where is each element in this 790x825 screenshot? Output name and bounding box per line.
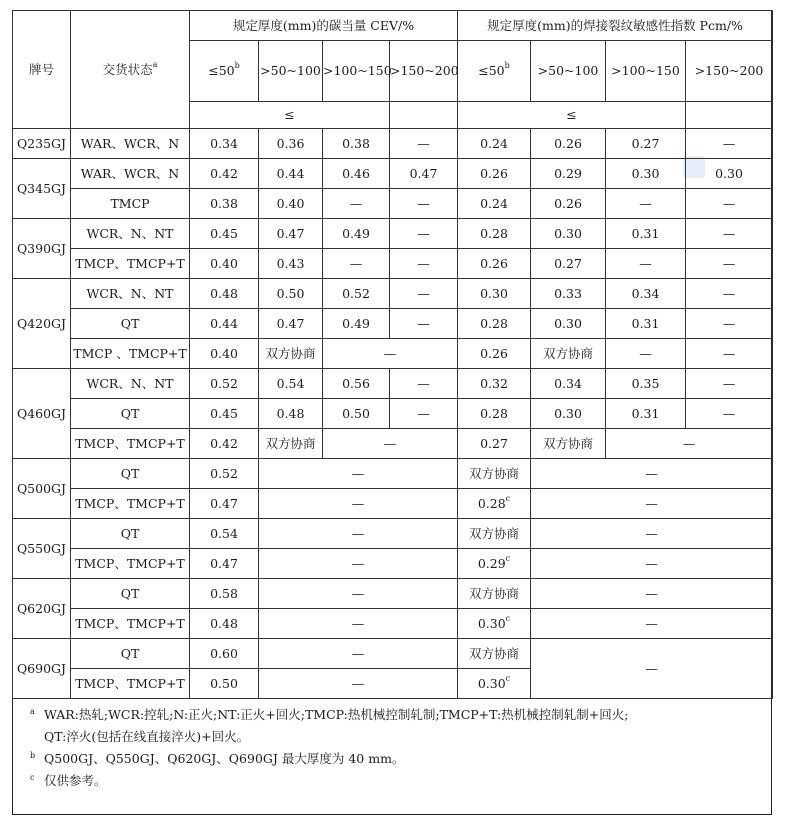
value-cell: 0.52 bbox=[190, 459, 259, 489]
value-cell: 0.24 bbox=[458, 129, 531, 159]
table-row bbox=[13, 129, 773, 159]
value-cell: 双方协商 bbox=[531, 429, 606, 459]
value-cell: 0.31 bbox=[606, 399, 686, 429]
value-cell: — bbox=[606, 339, 686, 369]
state-cell: WCR、N、NT bbox=[71, 219, 190, 249]
value-cell: 0.48 bbox=[190, 609, 259, 639]
header-delivery-state: 交货状态$^a$ bbox=[71, 11, 190, 129]
state-cell: QT bbox=[71, 579, 190, 609]
value-cell: 0.31 bbox=[606, 309, 686, 339]
state-cell: WAR、WCR、N bbox=[71, 129, 190, 159]
value-cell: 0.27 bbox=[458, 429, 531, 459]
value-cell: — bbox=[686, 309, 773, 339]
value-cell: 0.34 bbox=[190, 129, 259, 159]
value-cell: 双方协商 bbox=[259, 339, 323, 369]
value-cell: 0.44 bbox=[259, 159, 323, 189]
value-cell: 0.28 bbox=[458, 219, 531, 249]
value-cell: — bbox=[259, 489, 458, 519]
value-cell: 0.30 bbox=[686, 159, 773, 189]
header-cev-col-3: >100~150 bbox=[323, 41, 390, 102]
value-cell: 0.29$^c$ bbox=[458, 549, 531, 579]
table-row bbox=[13, 219, 773, 249]
footnote-b: b Q500GJ、Q550GJ、Q620GJ、Q690GJ 最大厚度为 40 mm。 bbox=[30, 751, 405, 766]
value-cell: 0.42 bbox=[190, 429, 259, 459]
state-cell: TMCP、TMCP+T bbox=[71, 609, 190, 639]
value-cell: 0.45 bbox=[190, 219, 259, 249]
table-row bbox=[13, 369, 773, 399]
table-row bbox=[13, 339, 773, 369]
value-cell: 0.26 bbox=[458, 159, 531, 189]
value-cell: — bbox=[259, 609, 458, 639]
value-cell: 0.30 bbox=[531, 309, 606, 339]
table-row bbox=[13, 189, 773, 219]
table-row bbox=[13, 639, 773, 669]
value-cell: 双方协商 bbox=[458, 579, 531, 609]
grade-cell: Q390GJ bbox=[13, 219, 71, 279]
value-cell: 0.48 bbox=[259, 399, 323, 429]
table-row bbox=[13, 489, 773, 519]
value-cell: 0.40 bbox=[190, 249, 259, 279]
value-cell: — bbox=[686, 219, 773, 249]
value-cell: — bbox=[390, 249, 458, 279]
grade-cell: Q550GJ bbox=[13, 519, 71, 579]
value-cell: 0.35 bbox=[606, 369, 686, 399]
value-cell: 0.29 bbox=[531, 159, 606, 189]
header-cev-col-1: $\le 50^b$ bbox=[190, 41, 259, 102]
value-cell: — bbox=[390, 399, 458, 429]
value-cell: 0.26 bbox=[531, 129, 606, 159]
grade-cell: Q460GJ bbox=[13, 369, 71, 459]
value-cell: — bbox=[323, 189, 390, 219]
header-pcm-group: 规定厚度(mm)的焊接裂纹敏感性指数 Pcm/% bbox=[458, 11, 773, 41]
value-cell: 0.28 bbox=[458, 309, 531, 339]
value-cell: 0.52 bbox=[190, 369, 259, 399]
state-cell: WCR、N、NT bbox=[71, 369, 190, 399]
header-cev-le: ≤ bbox=[190, 102, 390, 129]
value-cell: 0.26 bbox=[458, 339, 531, 369]
value-cell: 0.26 bbox=[531, 189, 606, 219]
value-cell: 0.30 bbox=[606, 159, 686, 189]
value-cell: 0.46 bbox=[323, 159, 390, 189]
table-row bbox=[13, 249, 773, 279]
state-cell: QT bbox=[71, 639, 190, 669]
value-cell: 0.40 bbox=[190, 339, 259, 369]
value-cell: 0.30 bbox=[458, 279, 531, 309]
value-cell: 双方协商 bbox=[458, 639, 531, 669]
value-cell: — bbox=[323, 429, 458, 459]
value-cell: 0.38 bbox=[323, 129, 390, 159]
value-cell: 0.56 bbox=[323, 369, 390, 399]
value-cell: 0.50 bbox=[259, 279, 323, 309]
value-cell: — bbox=[606, 189, 686, 219]
value-cell: 双方协商 bbox=[458, 519, 531, 549]
value-cell: 0.36 bbox=[259, 129, 323, 159]
value-cell: — bbox=[531, 459, 773, 489]
value-cell: 0.58 bbox=[190, 579, 259, 609]
value-cell: 0.54 bbox=[259, 369, 323, 399]
table-row bbox=[13, 279, 773, 309]
value-cell: — bbox=[606, 249, 686, 279]
value-cell: — bbox=[531, 639, 773, 699]
header-pcm-le: ≤ bbox=[458, 102, 686, 129]
state-cell: TMCP bbox=[71, 189, 190, 219]
value-cell: 0.50 bbox=[323, 399, 390, 429]
state-cell: QT bbox=[71, 519, 190, 549]
value-cell: — bbox=[686, 249, 773, 279]
state-cell: QT bbox=[71, 309, 190, 339]
value-cell: 双方协商 bbox=[259, 429, 323, 459]
state-cell: WCR、N、NT bbox=[71, 279, 190, 309]
value-cell: 0.45 bbox=[190, 399, 259, 429]
grade-cell: Q235GJ bbox=[13, 129, 71, 159]
value-cell: — bbox=[606, 429, 773, 459]
state-cell: QT bbox=[71, 399, 190, 429]
value-cell: — bbox=[390, 129, 458, 159]
value-cell: — bbox=[259, 549, 458, 579]
table-footnotes bbox=[12, 696, 772, 815]
header-cev-col-2: >50~100 bbox=[259, 41, 323, 102]
value-cell: — bbox=[686, 279, 773, 309]
value-cell: — bbox=[390, 189, 458, 219]
value-cell: 0.40 bbox=[259, 189, 323, 219]
value-cell: 0.47 bbox=[390, 159, 458, 189]
value-cell: 0.47 bbox=[259, 219, 323, 249]
value-cell: 0.44 bbox=[190, 309, 259, 339]
value-cell: — bbox=[259, 639, 458, 669]
header-cev-le-blank bbox=[390, 102, 458, 129]
header-pcm-col-1: $\le 50^b$ bbox=[458, 41, 531, 102]
value-cell: — bbox=[686, 339, 773, 369]
value-cell: 0.38 bbox=[190, 189, 259, 219]
state-cell: TMCP、TMCP+T bbox=[71, 429, 190, 459]
value-cell: 0.30$^c$ bbox=[458, 609, 531, 639]
table-row bbox=[13, 519, 773, 549]
value-cell: 0.54 bbox=[190, 519, 259, 549]
value-cell: — bbox=[531, 489, 773, 519]
state-cell: WAR、WCR、N bbox=[71, 159, 190, 189]
state-cell: TMCP、TMCP+T bbox=[71, 549, 190, 579]
header-pcm-col-3: >100~150 bbox=[606, 41, 686, 102]
state-cell: TMCP 、TMCP+T bbox=[71, 339, 190, 369]
value-cell: — bbox=[686, 189, 773, 219]
value-cell: — bbox=[259, 579, 458, 609]
value-cell: 0.52 bbox=[323, 279, 390, 309]
footnote-a: a WAR:热轧;WCR:控轧;N:正火;NT:正火+回火;TMCP:热机械控制轧制;TMCP+T:热机械控制轧制+回火; bbox=[30, 707, 629, 722]
value-cell: 0.28$^c$ bbox=[458, 489, 531, 519]
header-cev-col-4: >150~200 bbox=[390, 41, 458, 102]
value-cell: 0.32 bbox=[458, 369, 531, 399]
grade-cell: Q345GJ bbox=[13, 159, 71, 219]
value-cell: 0.30 bbox=[531, 399, 606, 429]
value-cell: 0.24 bbox=[458, 189, 531, 219]
header-cev-group: 规定厚度(mm)的碳当量 CEV/% bbox=[190, 11, 458, 41]
value-cell: 0.31 bbox=[606, 219, 686, 249]
value-cell: 0.50 bbox=[190, 669, 259, 699]
value-cell: — bbox=[323, 249, 390, 279]
table-row bbox=[13, 309, 773, 339]
table-row bbox=[13, 579, 773, 609]
value-cell: 0.60 bbox=[190, 639, 259, 669]
value-cell: — bbox=[531, 609, 773, 639]
value-cell: — bbox=[531, 519, 773, 549]
table-row bbox=[13, 609, 773, 639]
value-cell: — bbox=[323, 339, 458, 369]
state-cell: TMCP、TMCP+T bbox=[71, 669, 190, 699]
header-grade: 牌号 bbox=[13, 11, 71, 129]
value-cell: — bbox=[686, 129, 773, 159]
table-row bbox=[13, 429, 773, 459]
value-cell: — bbox=[686, 369, 773, 399]
value-cell: — bbox=[390, 279, 458, 309]
value-cell: 0.48 bbox=[190, 279, 259, 309]
footnote-a-continued: QT:淬火(包括在线直接淬火)+回火。 bbox=[44, 729, 250, 744]
footnote-c: c 仅供参考。 bbox=[30, 773, 107, 788]
value-cell: — bbox=[390, 219, 458, 249]
value-cell: 0.33 bbox=[531, 279, 606, 309]
value-cell: 0.27 bbox=[606, 129, 686, 159]
value-cell: — bbox=[531, 579, 773, 609]
state-cell: QT bbox=[71, 459, 190, 489]
value-cell: — bbox=[390, 309, 458, 339]
table-row bbox=[13, 399, 773, 429]
value-cell: — bbox=[259, 669, 458, 699]
grade-cell: Q690GJ bbox=[13, 639, 71, 699]
value-cell: 0.34 bbox=[531, 369, 606, 399]
state-cell: TMCP、TMCP+T bbox=[71, 249, 190, 279]
table-row bbox=[13, 549, 773, 579]
table-row bbox=[13, 159, 773, 189]
value-cell: 0.28 bbox=[458, 399, 531, 429]
value-cell: 0.49 bbox=[323, 219, 390, 249]
value-cell: 0.49 bbox=[323, 309, 390, 339]
value-cell: 0.47 bbox=[259, 309, 323, 339]
value-cell: 0.34 bbox=[606, 279, 686, 309]
value-cell: — bbox=[531, 549, 773, 579]
value-cell: — bbox=[259, 459, 458, 489]
value-cell: 0.47 bbox=[190, 549, 259, 579]
steel-cev-pcm-table bbox=[12, 10, 773, 699]
value-cell: — bbox=[390, 369, 458, 399]
grade-cell: Q500GJ bbox=[13, 459, 71, 519]
state-cell: TMCP、TMCP+T bbox=[71, 489, 190, 519]
value-cell: 0.43 bbox=[259, 249, 323, 279]
table-row bbox=[13, 459, 773, 489]
grade-cell: Q420GJ bbox=[13, 279, 71, 369]
value-cell: 0.27 bbox=[531, 249, 606, 279]
grade-cell: Q620GJ bbox=[13, 579, 71, 639]
header-pcm-le-blank bbox=[686, 102, 773, 129]
value-cell: — bbox=[686, 399, 773, 429]
header-pcm-col-4: >150~200 bbox=[686, 41, 773, 102]
value-cell: 双方协商 bbox=[458, 459, 531, 489]
value-cell: — bbox=[259, 519, 458, 549]
value-cell: 0.42 bbox=[190, 159, 259, 189]
value-cell: 双方协商 bbox=[531, 339, 606, 369]
header-pcm-col-2: >50~100 bbox=[531, 41, 606, 102]
value-cell: 0.47 bbox=[190, 489, 259, 519]
value-cell: 0.30$^c$ bbox=[458, 669, 531, 699]
value-cell: 0.30 bbox=[531, 219, 606, 249]
value-cell: 0.26 bbox=[458, 249, 531, 279]
